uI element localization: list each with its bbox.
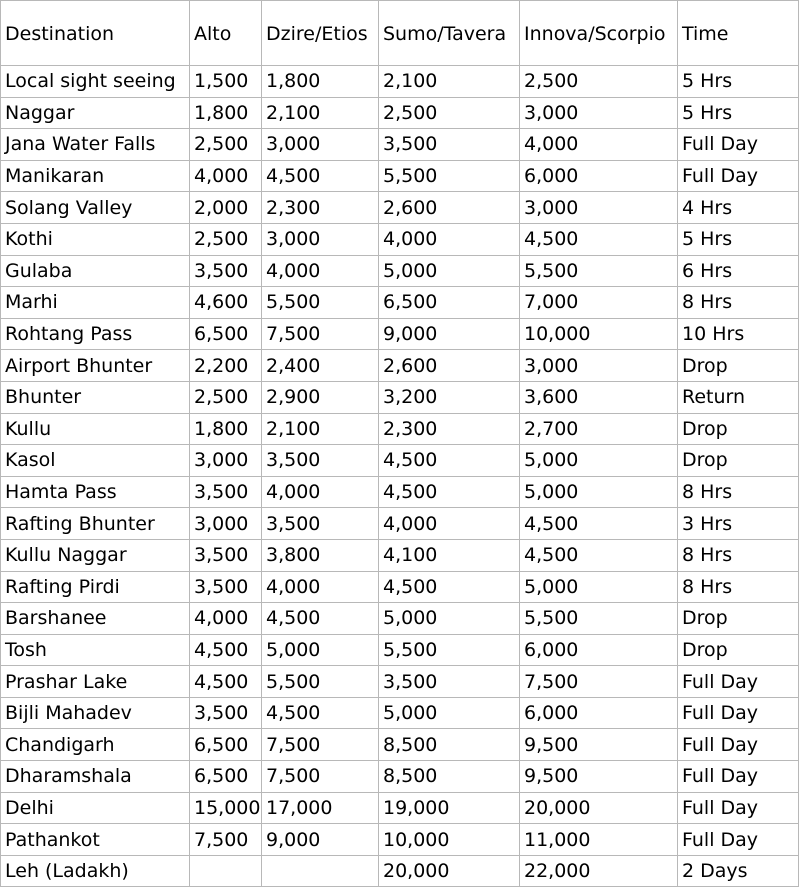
time-cell: Drop: [678, 445, 799, 477]
destination-cell: Solang Valley: [1, 192, 190, 224]
dzire-etios-cell: 7,500: [262, 318, 379, 350]
dzire-etios-cell: 2,900: [262, 381, 379, 413]
time-cell: 5 Hrs: [678, 66, 799, 98]
dzire-etios-cell: 7,500: [262, 729, 379, 761]
sumo-tavera-cell: 3,500: [379, 666, 520, 698]
dzire-etios-cell: 5,500: [262, 287, 379, 319]
table-row: [1, 287, 799, 319]
table-row: [1, 192, 799, 224]
sumo-tavera-cell: 5,500: [379, 160, 520, 192]
table-row: [1, 97, 799, 129]
time-cell: Full Day: [678, 792, 799, 824]
destination-cell: Kasol: [1, 445, 190, 477]
table-row: [1, 697, 799, 729]
sumo-tavera-cell: 4,000: [379, 508, 520, 540]
dzire-etios-cell: 3,000: [262, 129, 379, 161]
alto-cell: 3,000: [190, 445, 262, 477]
alto-cell: 2,000: [190, 192, 262, 224]
dzire-etios-cell: 3,800: [262, 539, 379, 571]
innova-scorpio-cell: 3,600: [520, 381, 678, 413]
table-row: [1, 855, 799, 887]
alto-cell: 2,500: [190, 381, 262, 413]
dzire-etios-cell: 4,000: [262, 571, 379, 603]
sumo-tavera-cell: 2,300: [379, 413, 520, 445]
table-row: [1, 476, 799, 508]
sumo-tavera-cell: 19,000: [379, 792, 520, 824]
destination-cell: Dharamshala: [1, 761, 190, 793]
innova-scorpio-cell: 6,000: [520, 697, 678, 729]
table-row: [1, 603, 799, 635]
time-cell: Full Day: [678, 129, 799, 161]
alto-cell: 3,500: [190, 697, 262, 729]
alto-cell: 1,800: [190, 97, 262, 129]
table-header: [1, 1, 799, 66]
innova-scorpio-cell: 6,000: [520, 634, 678, 666]
alto-cell: 3,000: [190, 508, 262, 540]
time-cell: 10 Hrs: [678, 318, 799, 350]
innova-scorpio-cell: 22,000: [520, 855, 678, 887]
destination-cell: Local sight seeing: [1, 66, 190, 98]
header-dzire-etios: Dzire/Etios: [262, 1, 379, 66]
dzire-etios-cell: 3,000: [262, 223, 379, 255]
dzire-etios-cell: 4,500: [262, 160, 379, 192]
dzire-etios-cell: 4,500: [262, 603, 379, 635]
sumo-tavera-cell: 4,100: [379, 539, 520, 571]
time-cell: Drop: [678, 603, 799, 635]
alto-cell: 1,800: [190, 413, 262, 445]
sumo-tavera-cell: 10,000: [379, 824, 520, 856]
table-row: [1, 445, 799, 477]
sumo-tavera-cell: 4,000: [379, 223, 520, 255]
innova-scorpio-cell: 20,000: [520, 792, 678, 824]
innova-scorpio-cell: 3,000: [520, 350, 678, 382]
table-row: [1, 160, 799, 192]
time-cell: 6 Hrs: [678, 255, 799, 287]
alto-cell: 4,600: [190, 287, 262, 319]
destination-cell: Kullu: [1, 413, 190, 445]
innova-scorpio-cell: 11,000: [520, 824, 678, 856]
sumo-tavera-cell: 5,500: [379, 634, 520, 666]
destination-cell: Rohtang Pass: [1, 318, 190, 350]
dzire-etios-cell: 2,100: [262, 97, 379, 129]
innova-scorpio-cell: 6,000: [520, 160, 678, 192]
destination-cell: Bhunter: [1, 381, 190, 413]
sumo-tavera-cell: 2,600: [379, 192, 520, 224]
time-cell: 3 Hrs: [678, 508, 799, 540]
time-cell: Full Day: [678, 160, 799, 192]
table-row: [1, 255, 799, 287]
sumo-tavera-cell: 2,500: [379, 97, 520, 129]
alto-cell: 3,500: [190, 476, 262, 508]
alto-cell: 1,500: [190, 66, 262, 98]
dzire-etios-cell: 5,000: [262, 634, 379, 666]
dzire-etios-cell: 5,500: [262, 666, 379, 698]
innova-scorpio-cell: 10,000: [520, 318, 678, 350]
table-row: [1, 381, 799, 413]
sumo-tavera-cell: 3,500: [379, 129, 520, 161]
destination-cell: Leh (Ladakh): [1, 855, 190, 887]
time-cell: 8 Hrs: [678, 476, 799, 508]
dzire-etios-cell: 17,000: [262, 792, 379, 824]
alto-cell: 6,500: [190, 761, 262, 793]
time-cell: Full Day: [678, 666, 799, 698]
dzire-etios-cell: 4,000: [262, 255, 379, 287]
table-row: [1, 824, 799, 856]
alto-cell: 2,200: [190, 350, 262, 382]
table-row: [1, 318, 799, 350]
sumo-tavera-cell: 5,000: [379, 697, 520, 729]
dzire-etios-cell: 3,500: [262, 445, 379, 477]
header-alto: Alto: [190, 1, 262, 66]
destination-cell: Tosh: [1, 634, 190, 666]
destination-cell: Prashar Lake: [1, 666, 190, 698]
innova-scorpio-cell: 5,000: [520, 445, 678, 477]
sumo-tavera-cell: 4,500: [379, 571, 520, 603]
time-cell: Drop: [678, 634, 799, 666]
time-cell: Drop: [678, 350, 799, 382]
destination-cell: Marhi: [1, 287, 190, 319]
sumo-tavera-cell: 8,500: [379, 729, 520, 761]
table-row: [1, 508, 799, 540]
alto-cell: 6,500: [190, 729, 262, 761]
time-cell: Full Day: [678, 761, 799, 793]
time-cell: 5 Hrs: [678, 97, 799, 129]
innova-scorpio-cell: 4,500: [520, 508, 678, 540]
destination-cell: Jana Water Falls: [1, 129, 190, 161]
destination-cell: Chandigarh: [1, 729, 190, 761]
destination-cell: Gulaba: [1, 255, 190, 287]
dzire-etios-cell: 2,100: [262, 413, 379, 445]
destination-cell: Manikaran: [1, 160, 190, 192]
innova-scorpio-cell: 2,700: [520, 413, 678, 445]
time-cell: 4 Hrs: [678, 192, 799, 224]
innova-scorpio-cell: 3,000: [520, 97, 678, 129]
header-sumo-tavera: Sumo/Tavera: [379, 1, 520, 66]
sumo-tavera-cell: 5,000: [379, 603, 520, 635]
sumo-tavera-cell: 3,200: [379, 381, 520, 413]
table-row: [1, 223, 799, 255]
dzire-etios-cell: 1,800: [262, 66, 379, 98]
destination-cell: Bijli Mahadev: [1, 697, 190, 729]
alto-cell: 3,500: [190, 255, 262, 287]
dzire-etios-cell: 7,500: [262, 761, 379, 793]
table-row: [1, 350, 799, 382]
alto-cell: 2,500: [190, 129, 262, 161]
table-row: [1, 129, 799, 161]
destination-cell: Rafting Pirdi: [1, 571, 190, 603]
sumo-tavera-cell: 2,100: [379, 66, 520, 98]
alto-cell: 4,000: [190, 603, 262, 635]
sumo-tavera-cell: 8,500: [379, 761, 520, 793]
destination-cell: Rafting Bhunter: [1, 508, 190, 540]
header-time: Time: [678, 1, 799, 66]
time-cell: 8 Hrs: [678, 287, 799, 319]
alto-cell: 6,500: [190, 318, 262, 350]
table-row: [1, 634, 799, 666]
time-cell: Drop: [678, 413, 799, 445]
dzire-etios-cell: 4,000: [262, 476, 379, 508]
destination-cell: Kullu Naggar: [1, 539, 190, 571]
table-row: [1, 792, 799, 824]
innova-scorpio-cell: 5,500: [520, 603, 678, 635]
destination-cell: Naggar: [1, 97, 190, 129]
header-destination: Destination: [1, 1, 190, 66]
dzire-etios-cell: [262, 855, 379, 887]
destination-cell: Delhi: [1, 792, 190, 824]
dzire-etios-cell: 3,500: [262, 508, 379, 540]
table-row: [1, 729, 799, 761]
alto-cell: 4,000: [190, 160, 262, 192]
innova-scorpio-cell: 9,500: [520, 729, 678, 761]
innova-scorpio-cell: 3,000: [520, 192, 678, 224]
innova-scorpio-cell: 5,000: [520, 476, 678, 508]
sumo-tavera-cell: 2,600: [379, 350, 520, 382]
table-row: [1, 413, 799, 445]
header-innova-scorpio: Innova/Scorpio: [520, 1, 678, 66]
dzire-etios-cell: 2,400: [262, 350, 379, 382]
time-cell: Full Day: [678, 729, 799, 761]
innova-scorpio-cell: 7,500: [520, 666, 678, 698]
alto-cell: [190, 855, 262, 887]
destination-cell: Hamta Pass: [1, 476, 190, 508]
innova-scorpio-cell: 5,500: [520, 255, 678, 287]
innova-scorpio-cell: 7,000: [520, 287, 678, 319]
table-row: [1, 539, 799, 571]
alto-cell: 4,500: [190, 634, 262, 666]
alto-cell: 3,500: [190, 539, 262, 571]
innova-scorpio-cell: 2,500: [520, 66, 678, 98]
destination-cell: Airport Bhunter: [1, 350, 190, 382]
table-row: [1, 571, 799, 603]
table-row: [1, 666, 799, 698]
time-cell: 8 Hrs: [678, 571, 799, 603]
alto-cell: 15,000: [190, 792, 262, 824]
header-row: [1, 1, 799, 66]
alto-cell: 2,500: [190, 223, 262, 255]
innova-scorpio-cell: 5,000: [520, 571, 678, 603]
innova-scorpio-cell: 9,500: [520, 761, 678, 793]
innova-scorpio-cell: 4,000: [520, 129, 678, 161]
table-row: [1, 761, 799, 793]
sumo-tavera-cell: 4,500: [379, 445, 520, 477]
destination-cell: Kothi: [1, 223, 190, 255]
sumo-tavera-cell: 20,000: [379, 855, 520, 887]
destination-cell: Pathankot: [1, 824, 190, 856]
table-row: [1, 66, 799, 98]
dzire-etios-cell: 4,500: [262, 697, 379, 729]
sumo-tavera-cell: 6,500: [379, 287, 520, 319]
time-cell: Return: [678, 381, 799, 413]
table-body: [1, 66, 799, 887]
innova-scorpio-cell: 4,500: [520, 539, 678, 571]
time-cell: 8 Hrs: [678, 539, 799, 571]
dzire-etios-cell: 2,300: [262, 192, 379, 224]
time-cell: Full Day: [678, 824, 799, 856]
sumo-tavera-cell: 4,500: [379, 476, 520, 508]
dzire-etios-cell: 9,000: [262, 824, 379, 856]
time-cell: Full Day: [678, 697, 799, 729]
alto-cell: 4,500: [190, 666, 262, 698]
sumo-tavera-cell: 9,000: [379, 318, 520, 350]
alto-cell: 3,500: [190, 571, 262, 603]
alto-cell: 7,500: [190, 824, 262, 856]
time-cell: 5 Hrs: [678, 223, 799, 255]
time-cell: 2 Days: [678, 855, 799, 887]
sumo-tavera-cell: 5,000: [379, 255, 520, 287]
destination-cell: Barshanee: [1, 603, 190, 635]
innova-scorpio-cell: 4,500: [520, 223, 678, 255]
